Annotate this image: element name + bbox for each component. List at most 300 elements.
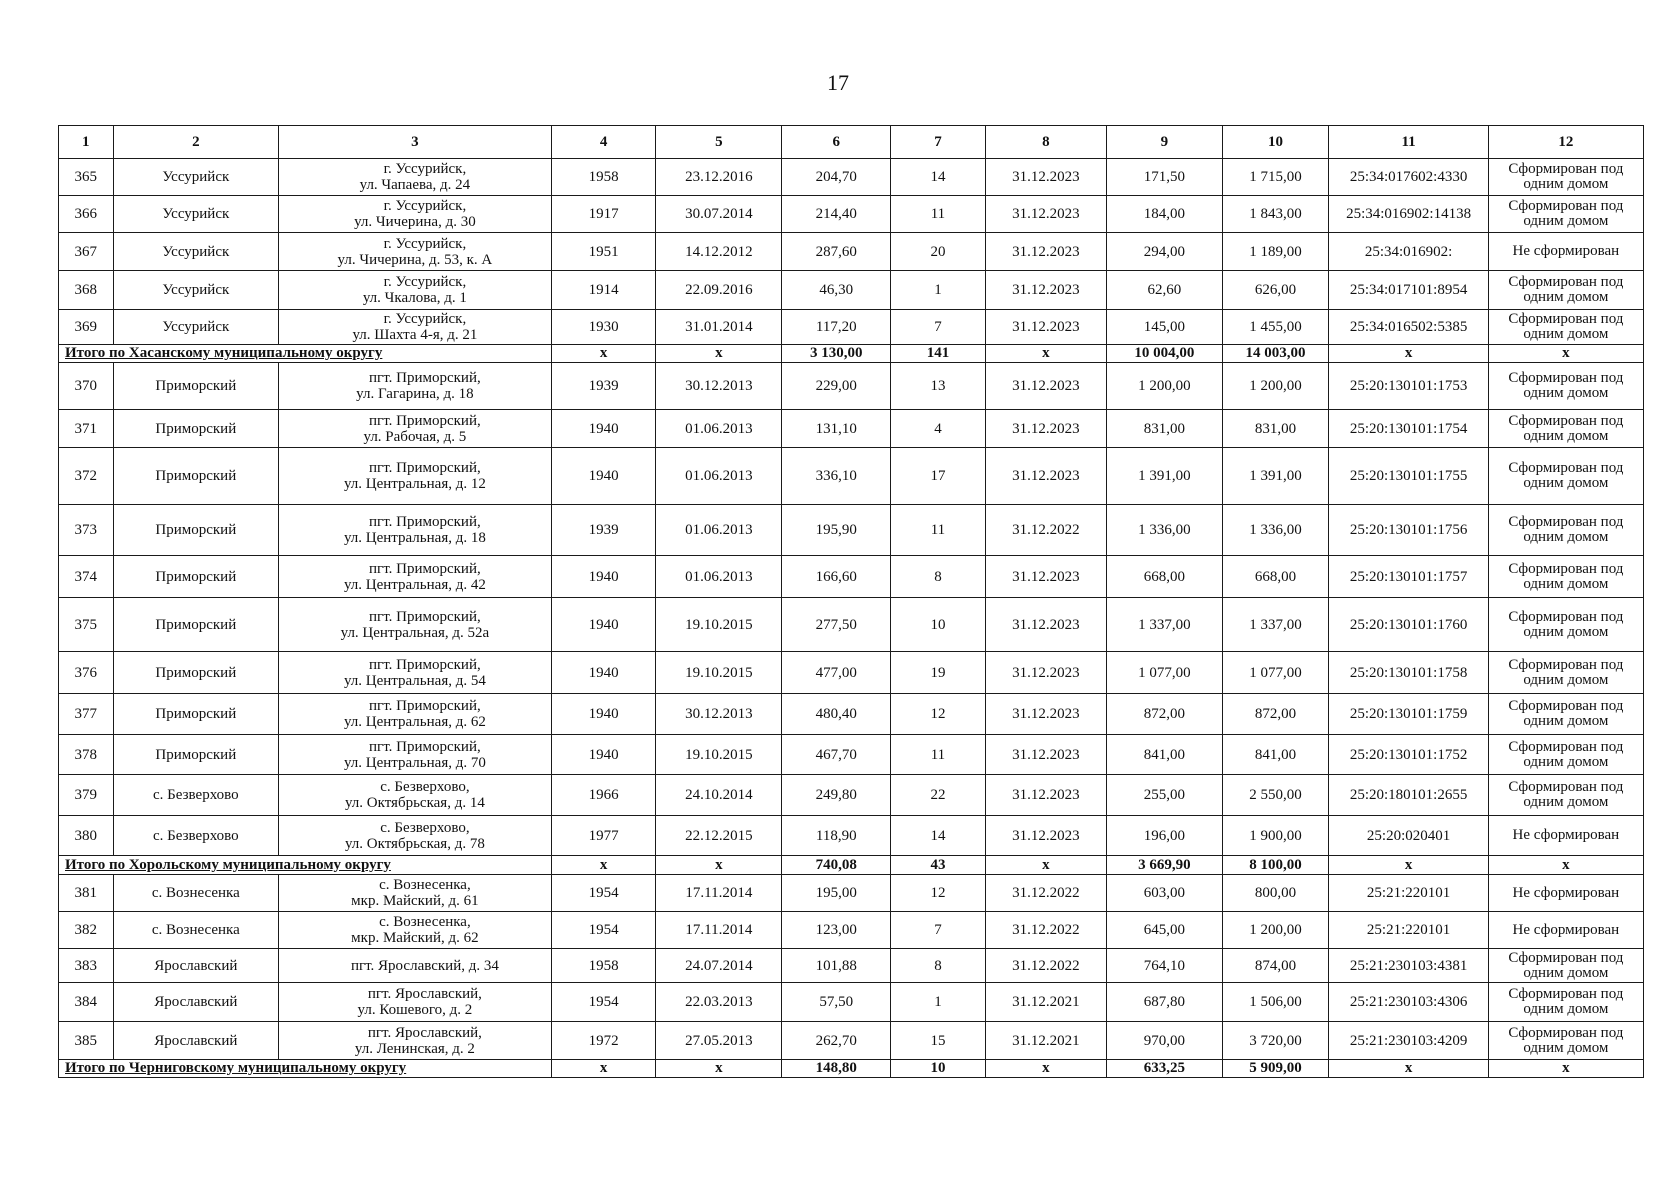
recognition-date: 19.10.2015 bbox=[656, 735, 782, 775]
area: 118,90 bbox=[782, 816, 891, 856]
cadastral-number: 25:21:220101 bbox=[1329, 875, 1488, 912]
year-built: 1930 bbox=[551, 310, 656, 345]
row-number: 382 bbox=[59, 912, 114, 949]
column-9-value: 764,10 bbox=[1107, 949, 1222, 983]
municipality: Уссурийск bbox=[113, 233, 279, 271]
total-c5: х bbox=[656, 345, 782, 363]
municipality: Приморский bbox=[113, 652, 279, 694]
year-built: 1951 bbox=[551, 233, 656, 271]
table-row bbox=[59, 505, 1644, 556]
total-row bbox=[59, 345, 1644, 363]
recognition-date: 24.10.2014 bbox=[656, 775, 782, 816]
address-line-1: пгт. Приморский, bbox=[369, 560, 481, 577]
address-line-2: ул. Кошевого, д. 2 bbox=[357, 1002, 473, 1018]
row-number: 367 bbox=[59, 233, 114, 271]
address-line-1: г. Уссурийск, bbox=[383, 161, 467, 177]
address-line-1: пгт. Приморский, bbox=[369, 460, 481, 476]
land-plot-status: Сформирован под одним домом bbox=[1488, 694, 1643, 735]
address-line-2: ул. Центральная, д. 42 bbox=[343, 576, 486, 593]
table-row bbox=[59, 949, 1644, 983]
relocation-deadline: 31.12.2023 bbox=[985, 363, 1107, 410]
row-number: 385 bbox=[59, 1022, 114, 1060]
total-c11: х bbox=[1329, 345, 1488, 363]
relocation-deadline: 31.12.2023 bbox=[985, 410, 1107, 448]
residents-count: 7 bbox=[891, 912, 985, 949]
row-number: 380 bbox=[59, 816, 114, 856]
table-row bbox=[59, 598, 1644, 652]
address-line-1: пгт. Приморский, bbox=[369, 738, 481, 755]
recognition-date: 17.11.2014 bbox=[656, 912, 782, 949]
municipality: Приморский bbox=[113, 598, 279, 652]
total-c6: 148,80 bbox=[782, 1060, 891, 1078]
total-c9: 633,25 bbox=[1107, 1060, 1222, 1078]
total-c6: 740,08 bbox=[782, 856, 891, 875]
column-9-value: 645,00 bbox=[1107, 912, 1222, 949]
relocation-deadline: 31.12.2021 bbox=[985, 983, 1107, 1022]
year-built: 1972 bbox=[551, 1022, 656, 1060]
table-row bbox=[59, 410, 1644, 448]
column-9-value: 184,00 bbox=[1107, 196, 1222, 233]
recognition-date: 01.06.2013 bbox=[656, 448, 782, 505]
table-row bbox=[59, 652, 1644, 694]
column-9-value: 1 200,00 bbox=[1107, 363, 1222, 410]
residents-count: 12 bbox=[891, 694, 985, 735]
total-c10: 5 909,00 bbox=[1222, 1060, 1329, 1078]
address-line-2: ул. Шахта 4-я, д. 21 bbox=[352, 327, 478, 343]
table-row bbox=[59, 912, 1644, 949]
relocation-deadline: 31.12.2022 bbox=[985, 949, 1107, 983]
cadastral-number: 25:34:017602:4330 bbox=[1329, 159, 1488, 196]
cadastral-number: 25:21:230103:4381 bbox=[1329, 949, 1488, 983]
row-number: 377 bbox=[59, 694, 114, 735]
land-plot-status: Не сформирован bbox=[1488, 816, 1643, 856]
address-line-2: ул. Гагарина, д. 18 bbox=[356, 386, 474, 402]
recognition-date: 23.12.2016 bbox=[656, 159, 782, 196]
total-c9: 10 004,00 bbox=[1107, 345, 1222, 363]
total-c4: х bbox=[551, 856, 656, 875]
address bbox=[279, 652, 552, 694]
total-c5: х bbox=[656, 856, 782, 875]
cadastral-number: 25:20:180101:2655 bbox=[1329, 775, 1488, 816]
municipality: с. Вознесенка bbox=[113, 912, 279, 949]
row-number: 381 bbox=[59, 875, 114, 912]
cadastral-number: 25:20:130101:1755 bbox=[1329, 448, 1488, 505]
year-built: 1939 bbox=[551, 363, 656, 410]
column-9-value: 603,00 bbox=[1107, 875, 1222, 912]
cadastral-number: 25:20:130101:1759 bbox=[1329, 694, 1488, 735]
relocation-deadline: 31.12.2023 bbox=[985, 196, 1107, 233]
column-9-value: 687,80 bbox=[1107, 983, 1222, 1022]
table-row bbox=[59, 556, 1644, 598]
total-c6: 3 130,00 bbox=[782, 345, 891, 363]
recognition-date: 01.06.2013 bbox=[656, 556, 782, 598]
address bbox=[279, 1022, 552, 1060]
total-c4: х bbox=[551, 345, 656, 363]
land-plot-status: Сформирован под одним домом bbox=[1488, 598, 1643, 652]
address-line-1: с. Вознесенка, bbox=[379, 877, 471, 893]
column-9-value: 831,00 bbox=[1107, 410, 1222, 448]
area: 101,88 bbox=[782, 949, 891, 983]
column-10-value: 874,00 bbox=[1222, 949, 1329, 983]
table-row bbox=[59, 875, 1644, 912]
recognition-date: 19.10.2015 bbox=[656, 652, 782, 694]
land-plot-status: Сформирован под одним домом bbox=[1488, 556, 1643, 598]
residents-count: 7 bbox=[891, 310, 985, 345]
land-plot-status: Сформирован под одним домом bbox=[1488, 196, 1643, 233]
row-number: 366 bbox=[59, 196, 114, 233]
col-header: 9 bbox=[1107, 126, 1222, 159]
area: 277,50 bbox=[782, 598, 891, 652]
year-built: 1940 bbox=[551, 694, 656, 735]
col-header: 3 bbox=[279, 126, 552, 159]
total-c8: х bbox=[985, 1060, 1107, 1078]
table-body bbox=[59, 159, 1644, 1078]
land-plot-status: Сформирован под одним домом bbox=[1488, 448, 1643, 505]
area: 195,90 bbox=[782, 505, 891, 556]
recognition-date: 22.12.2015 bbox=[656, 816, 782, 856]
address-line-2: ул. Чичерина, д. 53, к. А bbox=[337, 251, 493, 268]
residents-count: 1 bbox=[891, 271, 985, 310]
cadastral-number: 25:20:020401 bbox=[1329, 816, 1488, 856]
column-9-value: 196,00 bbox=[1107, 816, 1222, 856]
area: 195,00 bbox=[782, 875, 891, 912]
row-number: 369 bbox=[59, 310, 114, 345]
column-10-value: 1 843,00 bbox=[1222, 196, 1329, 233]
relocation-deadline: 31.12.2023 bbox=[985, 233, 1107, 271]
residents-count: 14 bbox=[891, 816, 985, 856]
municipality: Приморский bbox=[113, 735, 279, 775]
area: 214,40 bbox=[782, 196, 891, 233]
row-number: 372 bbox=[59, 448, 114, 505]
residents-count: 11 bbox=[891, 196, 985, 233]
table-row bbox=[59, 196, 1644, 233]
table-row bbox=[59, 775, 1644, 816]
residents-count: 4 bbox=[891, 410, 985, 448]
area: 166,60 bbox=[782, 556, 891, 598]
address bbox=[279, 410, 552, 448]
total-c5: х bbox=[656, 1060, 782, 1078]
area: 249,80 bbox=[782, 775, 891, 816]
recognition-date: 30.12.2013 bbox=[656, 363, 782, 410]
cadastral-number: 25:20:130101:1756 bbox=[1329, 505, 1488, 556]
area: 477,00 bbox=[782, 652, 891, 694]
address bbox=[279, 363, 552, 410]
land-plot-status: Сформирован под одним домом bbox=[1488, 505, 1643, 556]
housing-registry-table bbox=[58, 125, 1644, 1078]
address-line-1: пгт. Приморский, bbox=[369, 656, 481, 673]
address bbox=[279, 448, 552, 505]
column-9-value: 872,00 bbox=[1107, 694, 1222, 735]
row-number: 368 bbox=[59, 271, 114, 310]
cadastral-number: 25:20:130101:1757 bbox=[1329, 556, 1488, 598]
address bbox=[279, 949, 552, 983]
total-c8: х bbox=[985, 856, 1107, 875]
row-number: 371 bbox=[59, 410, 114, 448]
recognition-date: 24.07.2014 bbox=[656, 949, 782, 983]
area: 131,10 bbox=[782, 410, 891, 448]
address-line-1: пгт. Ярославский, bbox=[367, 1024, 482, 1041]
col-header: 1 bbox=[59, 126, 114, 159]
year-built: 1954 bbox=[551, 912, 656, 949]
row-number: 375 bbox=[59, 598, 114, 652]
table-row bbox=[59, 233, 1644, 271]
col-header: 8 bbox=[985, 126, 1107, 159]
column-10-value: 831,00 bbox=[1222, 410, 1329, 448]
column-10-value: 1 455,00 bbox=[1222, 310, 1329, 345]
column-9-value: 1 391,00 bbox=[1107, 448, 1222, 505]
table-row bbox=[59, 1022, 1644, 1060]
row-number: 376 bbox=[59, 652, 114, 694]
relocation-deadline: 31.12.2023 bbox=[985, 735, 1107, 775]
cadastral-number: 25:20:130101:1753 bbox=[1329, 363, 1488, 410]
address-line-1: пгт. Приморский, bbox=[369, 412, 481, 429]
residents-count: 8 bbox=[891, 949, 985, 983]
residents-count: 14 bbox=[891, 159, 985, 196]
address-line-2: ул. Центральная, д. 18 bbox=[343, 530, 486, 546]
cadastral-number: 25:21:230103:4306 bbox=[1329, 983, 1488, 1022]
municipality: Ярославский bbox=[113, 949, 279, 983]
land-plot-status: Сформирован под одним домом bbox=[1488, 735, 1643, 775]
recognition-date: 01.06.2013 bbox=[656, 505, 782, 556]
land-plot-status: Сформирован под одним домом bbox=[1488, 310, 1643, 345]
address bbox=[279, 159, 552, 196]
cadastral-number: 25:20:130101:1752 bbox=[1329, 735, 1488, 775]
relocation-deadline: 31.12.2023 bbox=[985, 556, 1107, 598]
total-c11: х bbox=[1329, 856, 1488, 875]
col-header: 11 bbox=[1329, 126, 1488, 159]
column-10-value: 1 900,00 bbox=[1222, 816, 1329, 856]
residents-count: 1 bbox=[891, 983, 985, 1022]
address-line-2: мкр. Майский, д. 62 bbox=[351, 930, 479, 946]
year-built: 1954 bbox=[551, 875, 656, 912]
year-built: 1940 bbox=[551, 598, 656, 652]
recognition-date: 22.09.2016 bbox=[656, 271, 782, 310]
relocation-deadline: 31.12.2022 bbox=[985, 912, 1107, 949]
area: 46,30 bbox=[782, 271, 891, 310]
address bbox=[279, 983, 552, 1022]
address bbox=[279, 735, 552, 775]
column-10-value: 668,00 bbox=[1222, 556, 1329, 598]
address bbox=[279, 875, 552, 912]
column-10-value: 1 336,00 bbox=[1222, 505, 1329, 556]
municipality: Уссурийск bbox=[113, 271, 279, 310]
table-row bbox=[59, 310, 1644, 345]
address-line-2: ул. Октябрьская, д. 78 bbox=[344, 835, 485, 852]
relocation-deadline: 31.12.2023 bbox=[985, 652, 1107, 694]
column-9-value: 970,00 bbox=[1107, 1022, 1222, 1060]
municipality: Ярославский bbox=[113, 1022, 279, 1060]
table-row bbox=[59, 448, 1644, 505]
relocation-deadline: 31.12.2023 bbox=[985, 694, 1107, 735]
column-10-value: 1 337,00 bbox=[1222, 598, 1329, 652]
address-line-1: г. Уссурийск, bbox=[383, 311, 467, 327]
col-header: 2 bbox=[113, 126, 279, 159]
column-9-value: 62,60 bbox=[1107, 271, 1222, 310]
row-number: 374 bbox=[59, 556, 114, 598]
row-number: 384 bbox=[59, 983, 114, 1022]
cadastral-number: 25:21:230103:4209 bbox=[1329, 1022, 1488, 1060]
recognition-date: 14.12.2012 bbox=[656, 233, 782, 271]
address bbox=[279, 556, 552, 598]
address-line-1: с. Безверхово, bbox=[380, 819, 470, 836]
municipality: Приморский bbox=[113, 410, 279, 448]
column-10-value: 2 550,00 bbox=[1222, 775, 1329, 816]
address-line-2: ул. Ленинская, д. 2 bbox=[354, 1040, 475, 1057]
cadastral-number: 25:21:220101 bbox=[1329, 912, 1488, 949]
table-row bbox=[59, 983, 1644, 1022]
total-c12: х bbox=[1488, 856, 1643, 875]
column-9-value: 171,50 bbox=[1107, 159, 1222, 196]
year-built: 1917 bbox=[551, 196, 656, 233]
year-built: 1958 bbox=[551, 159, 656, 196]
residents-count: 19 bbox=[891, 652, 985, 694]
column-10-value: 626,00 bbox=[1222, 271, 1329, 310]
land-plot-status: Не сформирован bbox=[1488, 233, 1643, 271]
address-line-1: с. Безверхово, bbox=[380, 779, 470, 795]
total-c7: 141 bbox=[891, 345, 985, 363]
year-built: 1977 bbox=[551, 816, 656, 856]
year-built: 1966 bbox=[551, 775, 656, 816]
municipality: с. Вознесенка bbox=[113, 875, 279, 912]
total-c10: 8 100,00 bbox=[1222, 856, 1329, 875]
row-number: 365 bbox=[59, 159, 114, 196]
address-line-1: пгт. Приморский, bbox=[369, 514, 481, 530]
address bbox=[279, 775, 552, 816]
year-built: 1940 bbox=[551, 556, 656, 598]
residents-count: 8 bbox=[891, 556, 985, 598]
col-header: 7 bbox=[891, 126, 985, 159]
relocation-deadline: 31.12.2023 bbox=[985, 271, 1107, 310]
land-plot-status: Сформирован под одним домом bbox=[1488, 363, 1643, 410]
column-10-value: 1 715,00 bbox=[1222, 159, 1329, 196]
total-row bbox=[59, 1060, 1644, 1078]
municipality: Уссурийск bbox=[113, 159, 279, 196]
municipality: Ярославский bbox=[113, 983, 279, 1022]
residents-count: 12 bbox=[891, 875, 985, 912]
column-10-value: 800,00 bbox=[1222, 875, 1329, 912]
land-plot-status: Сформирован под одним домом bbox=[1488, 652, 1643, 694]
municipality: с. Безверхово bbox=[113, 816, 279, 856]
row-number: 373 bbox=[59, 505, 114, 556]
residents-count: 15 bbox=[891, 1022, 985, 1060]
col-header: 5 bbox=[656, 126, 782, 159]
address bbox=[279, 598, 552, 652]
relocation-deadline: 31.12.2022 bbox=[985, 505, 1107, 556]
recognition-date: 19.10.2015 bbox=[656, 598, 782, 652]
cadastral-number: 25:20:130101:1754 bbox=[1329, 410, 1488, 448]
area: 467,70 bbox=[782, 735, 891, 775]
land-plot-status: Сформирован под одним домом bbox=[1488, 983, 1643, 1022]
recognition-date: 22.03.2013 bbox=[656, 983, 782, 1022]
table-row bbox=[59, 363, 1644, 410]
land-plot-status: Не сформирован bbox=[1488, 875, 1643, 912]
column-10-value: 1 391,00 bbox=[1222, 448, 1329, 505]
address-line-1: пгт. Приморский, bbox=[369, 698, 481, 714]
residents-count: 11 bbox=[891, 505, 985, 556]
address-line-1: г. Уссурийск, bbox=[383, 198, 467, 214]
col-header: 4 bbox=[551, 126, 656, 159]
column-9-value: 1 336,00 bbox=[1107, 505, 1222, 556]
relocation-deadline: 31.12.2023 bbox=[985, 310, 1107, 345]
area: 480,40 bbox=[782, 694, 891, 735]
year-built: 1914 bbox=[551, 271, 656, 310]
address-line-2: мкр. Майский, д. 61 bbox=[351, 893, 479, 909]
address-line-1: г. Уссурийск, bbox=[383, 235, 467, 252]
year-built: 1940 bbox=[551, 652, 656, 694]
address bbox=[279, 233, 552, 271]
cadastral-number: 25:34:016502:5385 bbox=[1329, 310, 1488, 345]
municipality: Уссурийск bbox=[113, 310, 279, 345]
recognition-date: 30.12.2013 bbox=[656, 694, 782, 735]
recognition-date: 30.07.2014 bbox=[656, 196, 782, 233]
column-10-value: 872,00 bbox=[1222, 694, 1329, 735]
row-number: 370 bbox=[59, 363, 114, 410]
area: 117,20 bbox=[782, 310, 891, 345]
residents-count: 13 bbox=[891, 363, 985, 410]
address-line-1: пгт. Ярославский, bbox=[367, 986, 482, 1002]
total-c12: х bbox=[1488, 345, 1643, 363]
municipality: Приморский bbox=[113, 694, 279, 735]
address-line-2: ул. Центральная, д. 62 bbox=[343, 714, 486, 730]
recognition-date: 17.11.2014 bbox=[656, 875, 782, 912]
land-plot-status: Сформирован под одним домом bbox=[1488, 159, 1643, 196]
land-plot-status: Сформирован под одним домом bbox=[1488, 1022, 1643, 1060]
residents-count: 17 bbox=[891, 448, 985, 505]
residents-count: 22 bbox=[891, 775, 985, 816]
residents-count: 20 bbox=[891, 233, 985, 271]
column-10-value: 1 506,00 bbox=[1222, 983, 1329, 1022]
column-9-value: 668,00 bbox=[1107, 556, 1222, 598]
total-c8: х bbox=[985, 345, 1107, 363]
address-line-1: пгт. Приморский, bbox=[369, 608, 481, 625]
address bbox=[279, 694, 552, 735]
municipality: с. Безверхово bbox=[113, 775, 279, 816]
total-c11: х bbox=[1329, 1060, 1488, 1078]
address-line-2: ул. Центральная, д. 54 bbox=[343, 672, 486, 689]
address-line-1: пгт. Приморский, bbox=[369, 370, 481, 386]
address bbox=[279, 912, 552, 949]
municipality: Приморский bbox=[113, 556, 279, 598]
table-row bbox=[59, 694, 1644, 735]
table-row bbox=[59, 816, 1644, 856]
table-row bbox=[59, 735, 1644, 775]
total-c10: 14 003,00 bbox=[1222, 345, 1329, 363]
year-built: 1940 bbox=[551, 410, 656, 448]
cadastral-number: 25:34:017101:8954 bbox=[1329, 271, 1488, 310]
total-label: Итого по Хорольскому муниципальному округу bbox=[59, 856, 552, 875]
total-c12: х bbox=[1488, 1060, 1643, 1078]
land-plot-status: Сформирован под одним домом bbox=[1488, 271, 1643, 310]
address-line-1: пгт. Ярославский, д. 34 bbox=[350, 957, 499, 974]
column-10-value: 1 077,00 bbox=[1222, 652, 1329, 694]
total-label: Итого по Хасанскому муниципальному округу bbox=[59, 345, 552, 363]
area: 287,60 bbox=[782, 233, 891, 271]
address-line-2: ул. Центральная, д. 52а bbox=[340, 624, 490, 641]
table-row bbox=[59, 159, 1644, 196]
area: 262,70 bbox=[782, 1022, 891, 1060]
header-row bbox=[59, 126, 1644, 159]
recognition-date: 27.05.2013 bbox=[656, 1022, 782, 1060]
address bbox=[279, 310, 552, 345]
year-built: 1940 bbox=[551, 448, 656, 505]
relocation-deadline: 31.12.2023 bbox=[985, 775, 1107, 816]
relocation-deadline: 31.12.2023 bbox=[985, 598, 1107, 652]
area: 57,50 bbox=[782, 983, 891, 1022]
address bbox=[279, 505, 552, 556]
relocation-deadline: 31.12.2023 bbox=[985, 448, 1107, 505]
row-number: 378 bbox=[59, 735, 114, 775]
column-9-value: 1 337,00 bbox=[1107, 598, 1222, 652]
